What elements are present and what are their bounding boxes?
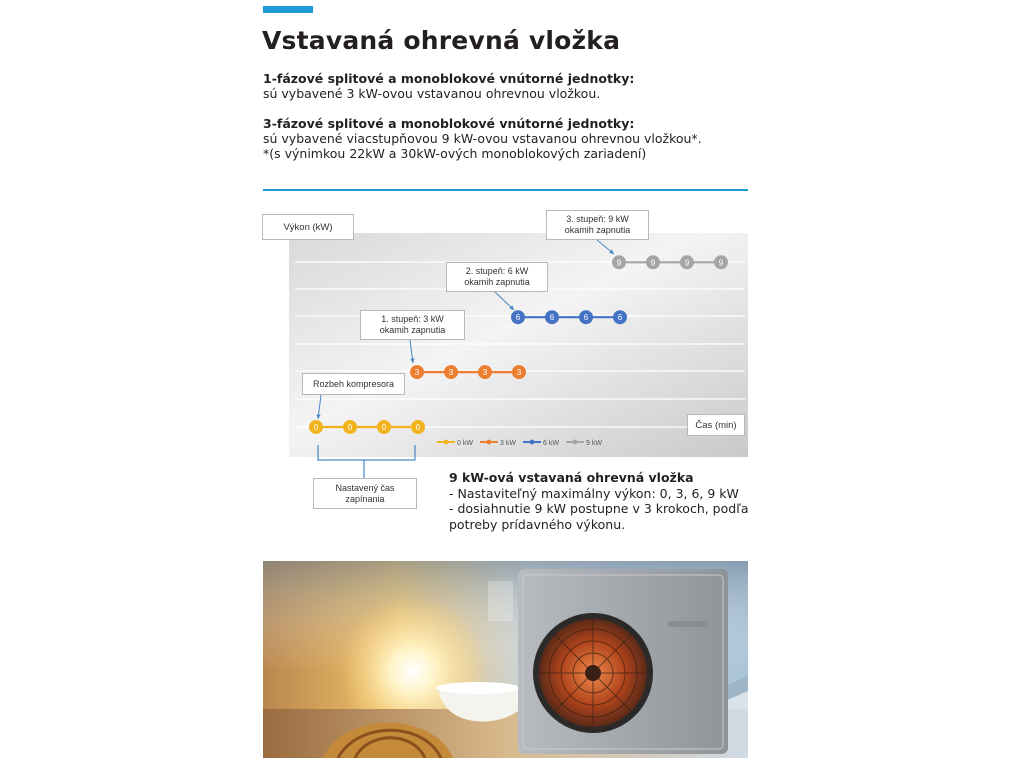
annotation-stage1-title: 1. stupeň: 3 kW <box>381 314 444 324</box>
series-3-label-2: 9 <box>684 258 690 268</box>
legend-dot-0 <box>444 440 449 445</box>
legend-label-0: 0 kW <box>457 440 473 447</box>
heater-info-line1: - Nastaviteľný maximálny výkon: 0, 3, 6, 9 kW <box>449 485 739 501</box>
section-three-phase-heading: 3-fázové splitové a monoblokové vnútorné jednotky: <box>263 116 635 131</box>
x-axis-label: Čas (min) <box>687 414 745 436</box>
annotation-stage2-title: 2. stupeň: 6 kW <box>465 266 529 276</box>
series-0-label-2: 0 <box>381 423 387 432</box>
series-2-label-0: 6 <box>515 313 521 323</box>
series-0-label-3: 0 <box>415 423 421 432</box>
series-2-label-2: 6 <box>583 313 589 323</box>
legend-label-2: 6 kW <box>543 440 559 447</box>
heater-info <box>449 470 749 532</box>
section-three-phase-note: *(s výnimkou 22kW a 30kW-ových monoblokových zariadení) <box>263 146 647 161</box>
heat-pump-photo <box>263 561 748 758</box>
heat-pump-illustration <box>263 561 748 758</box>
heater-info-heading: 9 kW-ová vstavaná ohrevná vložka <box>449 470 694 485</box>
heater-info-line3: potreby prídavného výkonu. <box>449 516 626 532</box>
y-axis-label: Výkon (kW) <box>262 214 354 240</box>
legend-dot-2 <box>530 440 535 445</box>
annotation-stage3-subtitle: okamih zapnutia <box>564 225 631 235</box>
legend-label-1: 3 kW <box>500 440 516 447</box>
page-title: Vstavaná ohrevná vložka <box>262 26 621 55</box>
annotation-timer-subtitle: zapínania <box>345 493 385 504</box>
annotation-stage3-title: 3. stupeň: 9 kW <box>566 214 629 224</box>
legend-dot-1 <box>487 440 492 445</box>
series-1-label-0: 3 <box>414 368 420 378</box>
series-1-label-3: 3 <box>516 368 522 378</box>
series-1-label-2: 3 <box>482 368 488 378</box>
section-three-phase-text: sú vybavené viacstupňovou 9 kW-ovou vstavanou ohrevnou vložkou*. <box>263 131 702 146</box>
annotation-stage2-subtitle: okamih zapnutia <box>464 277 530 287</box>
legend-dot-3 <box>573 440 578 445</box>
heater-info-line2: - dosiahnutie 9 kW postupne v 3 krokoch, podľa <box>449 501 749 516</box>
series-2-label-3: 6 <box>617 313 623 323</box>
section-single-phase-heading: 1-fázové splitové a monoblokové vnútorné jednotky: <box>263 71 635 86</box>
series-0-label-1: 0 <box>347 423 353 432</box>
series-3-label-3: 9 <box>718 258 724 268</box>
annotation-timer <box>313 478 417 509</box>
series-3-label-0: 9 <box>616 258 622 268</box>
series-2-label-1: 6 <box>549 313 555 323</box>
annotation-stage1 <box>360 310 465 340</box>
annotation-compressor-start: Rozbeh kompresora <box>302 373 405 395</box>
annotation-stage3 <box>546 210 649 240</box>
annotation-timer-title: Nastavený čas <box>335 482 395 493</box>
annotation-stage2 <box>446 262 548 292</box>
series-1-label-1: 3 <box>448 368 454 378</box>
annotation-stage1-subtitle: okamih zapnutia <box>379 325 446 335</box>
series-3-label-1: 9 <box>650 258 656 268</box>
series-0-label-0: 0 <box>313 423 319 432</box>
section-single-phase-text: sú vybavené 3 kW-ovou vstavanou ohrevnou vložkou. <box>263 86 601 101</box>
legend-label-3: 9 kW <box>586 440 602 447</box>
